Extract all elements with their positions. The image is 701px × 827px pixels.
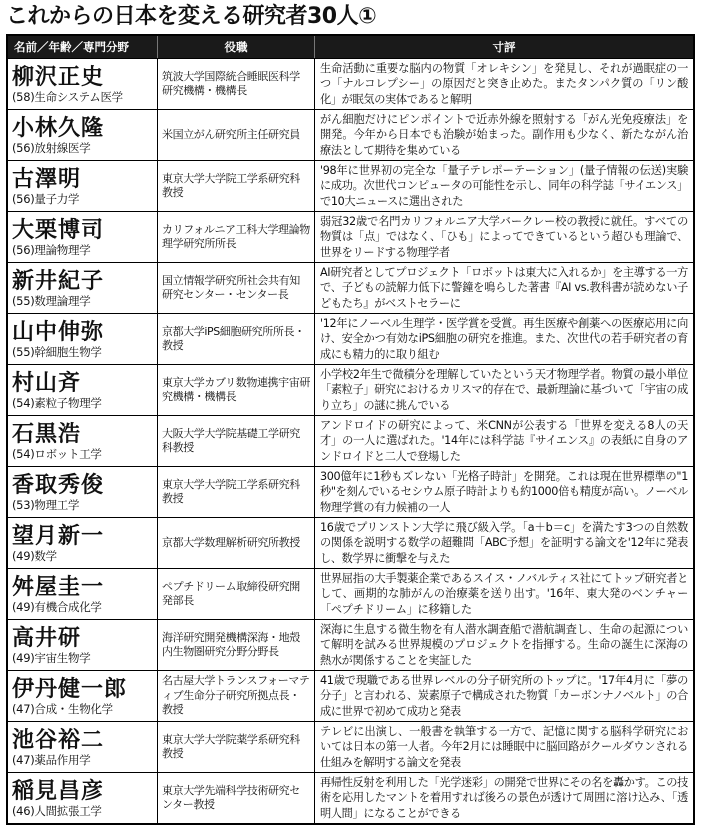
researcher-position: 東京大学大学院工学系研究科教授 <box>162 477 300 505</box>
description-cell <box>315 161 693 211</box>
researcher-name: 稲見昌彦 <box>12 779 105 804</box>
researcher-age-field: (49)有機合成化学 <box>12 600 102 614</box>
position-cell <box>158 161 315 211</box>
position-cell <box>158 212 315 262</box>
header-name: 名前／年齢／専門分野 <box>8 36 158 58</box>
position-cell <box>158 59 315 109</box>
researcher-position: 大阪大学大学院基礎工学研究科教授 <box>162 426 300 454</box>
researcher-name: 望月新一 <box>12 524 105 549</box>
position-cell <box>158 263 315 313</box>
researcher-position: 東京大学先端科学技術研究センター教授 <box>162 783 300 811</box>
position-cell <box>158 671 315 721</box>
description-cell <box>315 671 693 721</box>
researcher-name: 新井紀子 <box>12 269 105 294</box>
researcher-description: 深海に生息する微生物を有人潜水調査船で潜航調査し、生命の起源について解明を試みる世界規模のプロジェクトを指揮する。生命の誕生に深海の熱水が関係することを実証した <box>320 623 688 667</box>
researcher-age-field: (55)数理論理学 <box>12 294 91 308</box>
researcher-name: 伊丹健一郎 <box>12 677 128 702</box>
table-row <box>8 262 693 313</box>
researcher-description: 16歳でプリンストン大学に飛び級入学。「a＋b＝c」を満たす3つの自然数の関係を説明する数学の超難問「ABC予想」を証明する論文を'12年に発表し、数学界に衝撃を与えた <box>320 521 688 565</box>
researcher-description: 世界屈指の大手製薬企業であるスイス・ノバルティス社にてトップ研究者として、画期的な肺がんの治療薬を送り出す。'16年、東大発のベンチャー「ペプチドリーム」に移籍した <box>320 572 688 616</box>
table-row <box>8 772 693 823</box>
name-cell <box>8 212 158 262</box>
researcher-age-field: (56)量子力学 <box>12 192 80 206</box>
researcher-age-field: (47)薬品作用学 <box>12 753 91 767</box>
researcher-age-field: (56)放射線医学 <box>12 141 91 155</box>
description-cell <box>315 212 693 262</box>
name-cell <box>8 518 158 568</box>
researcher-name: 舛屋圭一 <box>12 575 105 600</box>
name-cell <box>8 722 158 772</box>
researcher-description: AI研究者としてプロジェクト「ロボットは東大に入れるか」を主導する一方で、子どもの読解力低下に警鐘を鳴らした著書『AI vs.教科書が読めない子どもたち』がベストセラーに <box>320 266 688 310</box>
name-cell <box>8 365 158 415</box>
researcher-description: '98年に世界初の完全な「量子テレポーテーション」(量子情報の伝送)実験に成功。次世代コンピュータの可能性を示し、同年の科学誌「サイエンス」で10大ニュースに選出された <box>320 164 688 208</box>
researcher-position: 米国立がん研究所主任研究員 <box>162 127 300 141</box>
table-row <box>8 619 693 670</box>
researcher-name: 小林久隆 <box>12 116 105 141</box>
description-cell <box>315 59 693 109</box>
description-cell <box>315 110 693 160</box>
position-cell <box>158 365 315 415</box>
researcher-description: 再帰性反射を利用した「光学迷彩」の開発で世界にその名を轟かす。この技術を応用したマントを着用すれば後ろの景色が透けて周囲に溶け込み、「透明人間」になることができる <box>320 776 688 820</box>
table-row <box>8 415 693 466</box>
researcher-description: 41歳で現職である世界レベルの分子研究所のトップに。'17年4月に「夢の分子」と言われる、炭素原子で構成された物質「カーボンナノベルト」の合成に世界で初めて成功と発表 <box>320 674 688 718</box>
table-row <box>8 58 693 109</box>
researcher-position: 東京大学大学院工学系研究科教授 <box>162 171 300 199</box>
researcher-name: 池谷裕二 <box>12 728 105 753</box>
researcher-position: 海洋研究開発機構深海・地殻内生物圏研究分野分野長 <box>162 630 300 658</box>
position-cell <box>158 416 315 466</box>
header-position: 役職 <box>158 36 315 58</box>
name-cell <box>8 263 158 313</box>
header-description: 寸評 <box>492 40 516 54</box>
researchers-table <box>6 34 695 825</box>
researcher-name: 高井研 <box>12 626 82 651</box>
researcher-age-field: (56)理論物理学 <box>12 243 91 257</box>
researcher-description: アンドロイドの研究によって、米CNNが公表する「世界を変える8人の天才」の一人に選ばれた。'14年には科学誌『サイエンス』の表紙に自身のアンドロイドと二人で登場した <box>320 419 688 463</box>
researcher-name: 古澤明 <box>12 167 82 192</box>
researcher-position: 京都大学数理解析研究所教授 <box>162 535 300 549</box>
researcher-name: 村山斉 <box>12 371 82 396</box>
researcher-age-field: (49)宇宙生物学 <box>12 651 91 665</box>
table-row <box>8 466 693 517</box>
researcher-age-field: (53)物理工学 <box>12 498 80 512</box>
researcher-name: 大栗博司 <box>12 218 105 243</box>
description-cell <box>315 620 693 670</box>
description-cell <box>315 365 693 415</box>
description-cell <box>315 722 693 772</box>
position-cell <box>158 314 315 364</box>
name-cell <box>8 671 158 721</box>
researcher-age-field: (58)生命システム医学 <box>12 90 123 104</box>
researcher-age-field: (46)人間拡張工学 <box>12 804 102 818</box>
researcher-description: 生命活動に重要な脳内の物質「オレキシン」を発見し、それが過眠症の一つ「ナルコレプシー」の原因だと突き止めた。またタンパク質の「リン酸化」が眠気の実体であると解明 <box>320 62 688 106</box>
researcher-age-field: (47)合成・生物化学 <box>12 702 113 716</box>
researcher-name: 石黒浩 <box>12 422 82 447</box>
researcher-position: 京都大学iPS細胞研究所所長・教授 <box>162 324 305 352</box>
description-cell <box>315 416 693 466</box>
position-cell <box>158 110 315 160</box>
table-row <box>8 568 693 619</box>
table-body <box>8 58 693 823</box>
name-cell <box>8 110 158 160</box>
table-row <box>8 670 693 721</box>
position-cell <box>158 518 315 568</box>
researcher-description: 弱冠32歳で名門カリフォルニア大学バークレー校の教授に就任。すべての物質は「点」ではなく、「ひも」によってできているという超ひも理論で、世界をリードする物理学者 <box>320 215 688 259</box>
researcher-name: 山中伸弥 <box>12 320 105 345</box>
table-row <box>8 517 693 568</box>
researcher-description: 小学校2年生で微積分を理解していたという天才物理学者。物質の最小単位「素粒子」研究におけるカリスマ的存在で、最新理論に基づいて「宇宙の成り立ち」の謎に挑んでいる <box>320 368 688 412</box>
researcher-name: 香取秀俊 <box>12 473 105 498</box>
table-row <box>8 109 693 160</box>
position-cell <box>158 722 315 772</box>
researcher-position: カリフォルニア工科大学理論物理学研究所所長 <box>162 222 310 250</box>
researcher-position: 筑波大学国際統合睡眠医科学研究機構・機構長 <box>162 69 300 97</box>
researcher-age-field: (54)素粒子物理学 <box>12 396 102 410</box>
description-cell <box>315 518 693 568</box>
position-cell <box>158 620 315 670</box>
position-cell <box>158 467 315 517</box>
table-row <box>8 313 693 364</box>
description-cell <box>315 569 693 619</box>
description-cell <box>315 263 693 313</box>
name-cell <box>8 620 158 670</box>
position-cell <box>158 773 315 823</box>
description-cell <box>315 773 693 823</box>
name-cell <box>8 773 158 823</box>
table-row <box>8 211 693 262</box>
name-cell <box>8 314 158 364</box>
researcher-age-field: (49)数学 <box>12 549 57 563</box>
table-header <box>8 36 693 58</box>
researcher-position: 名古屋大学トランスフォーマティブ生命分子研究所拠点長・教授 <box>162 674 310 717</box>
researcher-position: 東京大学大学院薬学系研究科教授 <box>162 732 300 760</box>
description-cell <box>315 314 693 364</box>
table-row <box>8 721 693 772</box>
table-row <box>8 364 693 415</box>
researcher-age-field: (54)ロボット工学 <box>12 447 102 461</box>
name-cell <box>8 161 158 211</box>
description-cell <box>315 467 693 517</box>
researcher-position: ペプチドリーム取締役研究開発部長 <box>162 579 300 607</box>
researcher-description: テレビに出演し、一般書を執筆する一方で、記憶に関する脳科学研究においては日本の第一人者。今年2月には睡眠中に脳回路がクールダウンされる仕組みを解明する論文を発表 <box>320 725 688 769</box>
researcher-position: 国立情報学研究所社会共有知研究センター・センター長 <box>162 273 300 301</box>
researcher-name: 柳沢正史 <box>12 65 105 90</box>
name-cell <box>8 569 158 619</box>
researcher-description: 300億年に1秒もズレない「光格子時計」を開発。これは現在世界標準の"1秒"を刻んでいるセシウム原子時計よりも約1000倍も精度が高い。ノーベル物理学賞の有力候補の一人 <box>320 470 688 514</box>
name-cell <box>8 59 158 109</box>
researcher-position: 東京大学カブリ数物連携宇宙研究機構・機構長 <box>162 375 310 403</box>
researcher-age-field: (55)幹細胞生物学 <box>12 345 102 359</box>
table-row <box>8 160 693 211</box>
name-cell <box>8 416 158 466</box>
name-cell <box>8 467 158 517</box>
researcher-description: '12年にノーベル生理学・医学賞を受賞。再生医療や創薬への医療応用に向け、安全かつ有効なiPS細胞の研究を推進。また、次世代の若手研究者の育成にも精力的に取り組む <box>320 317 688 361</box>
position-cell <box>158 569 315 619</box>
researcher-description: がん細胞だけにピンポイントで近赤外線を照射する「がん光免疫療法」を開発。今年から日本でも治験が始まった。副作用も少なく、新たながん治療法として期待を集めている <box>320 113 688 157</box>
page-title: これからの日本を変える研究者30人① <box>6 4 377 29</box>
